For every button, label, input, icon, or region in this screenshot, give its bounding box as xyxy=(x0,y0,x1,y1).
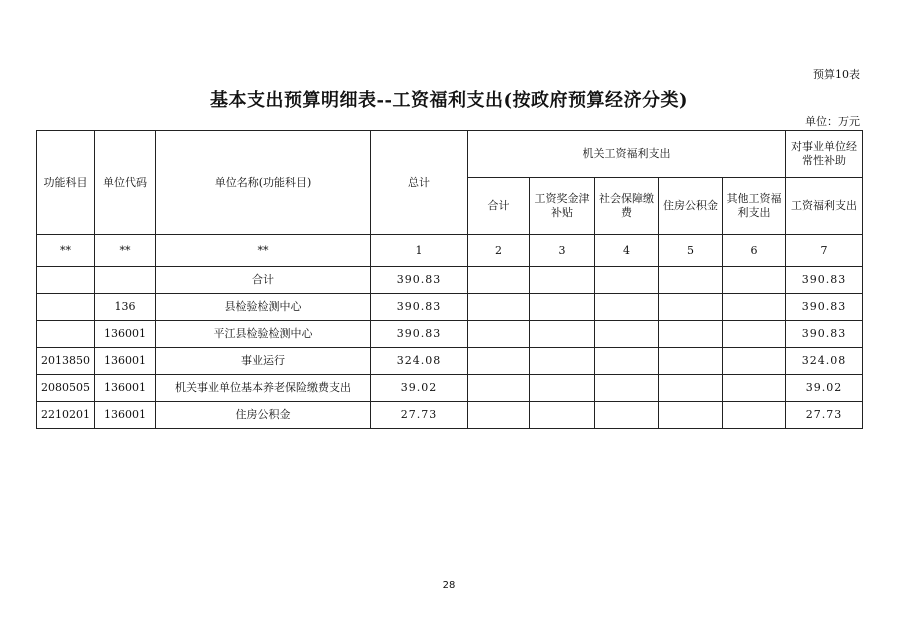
salary-bonus-cell xyxy=(530,267,595,294)
table-row xyxy=(37,375,863,402)
page-title: 基本支出预算明细表--工资福利支出(按政府预算经济分类) xyxy=(210,90,688,111)
header-row-1 xyxy=(37,131,863,178)
org-total-cell xyxy=(468,321,530,348)
social-security-cell xyxy=(595,321,659,348)
unit-code-cell: 136001 xyxy=(95,321,156,348)
header-inst-salary: 工资福利支出 xyxy=(786,178,863,235)
housing-fund-cell xyxy=(659,375,723,402)
unit-label: 单位：万元 xyxy=(805,115,860,128)
code-cell: 4 xyxy=(595,235,659,267)
salary-bonus-cell xyxy=(530,348,595,375)
other-salary-cell xyxy=(723,321,786,348)
code-cell: ** xyxy=(37,235,95,267)
unit-name-cell: 县检验检测中心 xyxy=(156,294,371,321)
inst-salary-cell: 390.83 xyxy=(786,294,863,321)
header-housing-fund: 住房公积金 xyxy=(659,178,723,235)
org-total-cell xyxy=(468,267,530,294)
header-other-salary: 其他工资福利支出 xyxy=(723,178,786,235)
func-subject-cell: 2210201 xyxy=(37,402,95,429)
social-security-cell xyxy=(595,402,659,429)
social-security-cell xyxy=(595,375,659,402)
other-salary-cell xyxy=(723,348,786,375)
header-org-total: 合计 xyxy=(468,178,530,235)
func-subject-cell xyxy=(37,321,95,348)
org-total-cell xyxy=(468,402,530,429)
header-total: 总计 xyxy=(371,131,468,235)
total-cell: 390.83 xyxy=(371,294,468,321)
unit-code-cell: 136001 xyxy=(95,375,156,402)
budget-table xyxy=(36,130,863,429)
salary-bonus-cell xyxy=(530,321,595,348)
other-salary-cell xyxy=(723,402,786,429)
header-unit-code: 单位代码 xyxy=(95,131,156,235)
func-subject-cell: 2080505 xyxy=(37,375,95,402)
table-row xyxy=(37,348,863,375)
social-security-cell xyxy=(595,348,659,375)
header-unit-name: 单位名称(功能科目) xyxy=(156,131,371,235)
unit-name-cell: 住房公积金 xyxy=(156,402,371,429)
code-row xyxy=(37,235,863,267)
total-cell: 390.83 xyxy=(371,321,468,348)
org-total-cell xyxy=(468,294,530,321)
table-row xyxy=(37,294,863,321)
salary-bonus-cell xyxy=(530,402,595,429)
table-row xyxy=(37,321,863,348)
unit-code-cell: 136001 xyxy=(95,402,156,429)
total-cell: 39.02 xyxy=(371,375,468,402)
housing-fund-cell xyxy=(659,348,723,375)
func-subject-cell: 2013850 xyxy=(37,348,95,375)
housing-fund-cell xyxy=(659,321,723,348)
total-cell: 390.83 xyxy=(371,267,468,294)
total-cell: 27.73 xyxy=(371,402,468,429)
unit-code-cell xyxy=(95,267,156,294)
code-cell: 6 xyxy=(723,235,786,267)
inst-salary-cell: 390.83 xyxy=(786,267,863,294)
code-cell: 2 xyxy=(468,235,530,267)
social-security-cell xyxy=(595,294,659,321)
table-row xyxy=(37,267,863,294)
code-cell: 7 xyxy=(786,235,863,267)
unit-code-cell: 136 xyxy=(95,294,156,321)
unit-name-cell: 机关事业单位基本养老保险缴费支出 xyxy=(156,375,371,402)
header-org-group: 机关工资福利支出 xyxy=(468,131,786,178)
inst-salary-cell: 39.02 xyxy=(786,375,863,402)
other-salary-cell xyxy=(723,267,786,294)
unit-code-cell: 136001 xyxy=(95,348,156,375)
table-number-label: 预算10表 xyxy=(813,68,860,81)
unit-name-cell: 平江县检验检测中心 xyxy=(156,321,371,348)
func-subject-cell xyxy=(37,267,95,294)
total-cell: 324.08 xyxy=(371,348,468,375)
inst-salary-cell: 324.08 xyxy=(786,348,863,375)
code-cell: ** xyxy=(95,235,156,267)
housing-fund-cell xyxy=(659,294,723,321)
header-social-security: 社会保障缴费 xyxy=(595,178,659,235)
salary-bonus-cell xyxy=(530,375,595,402)
code-cell: ** xyxy=(156,235,371,267)
table-row xyxy=(37,402,863,429)
social-security-cell xyxy=(595,267,659,294)
header-inst-group: 对事业单位经常性补助 xyxy=(786,131,863,178)
header-salary-bonus: 工资奖金津补贴 xyxy=(530,178,595,235)
other-salary-cell xyxy=(723,375,786,402)
other-salary-cell xyxy=(723,294,786,321)
header-func-subject: 功能科目 xyxy=(37,131,95,235)
unit-name-cell: 合计 xyxy=(156,267,371,294)
code-cell: 5 xyxy=(659,235,723,267)
unit-name-cell: 事业运行 xyxy=(156,348,371,375)
inst-salary-cell: 27.73 xyxy=(786,402,863,429)
housing-fund-cell xyxy=(659,267,723,294)
code-cell: 1 xyxy=(371,235,468,267)
func-subject-cell xyxy=(37,294,95,321)
org-total-cell xyxy=(468,375,530,402)
inst-salary-cell: 390.83 xyxy=(786,321,863,348)
salary-bonus-cell xyxy=(530,294,595,321)
housing-fund-cell xyxy=(659,402,723,429)
code-cell: 3 xyxy=(530,235,595,267)
page-number: 28 xyxy=(442,580,456,591)
org-total-cell xyxy=(468,348,530,375)
